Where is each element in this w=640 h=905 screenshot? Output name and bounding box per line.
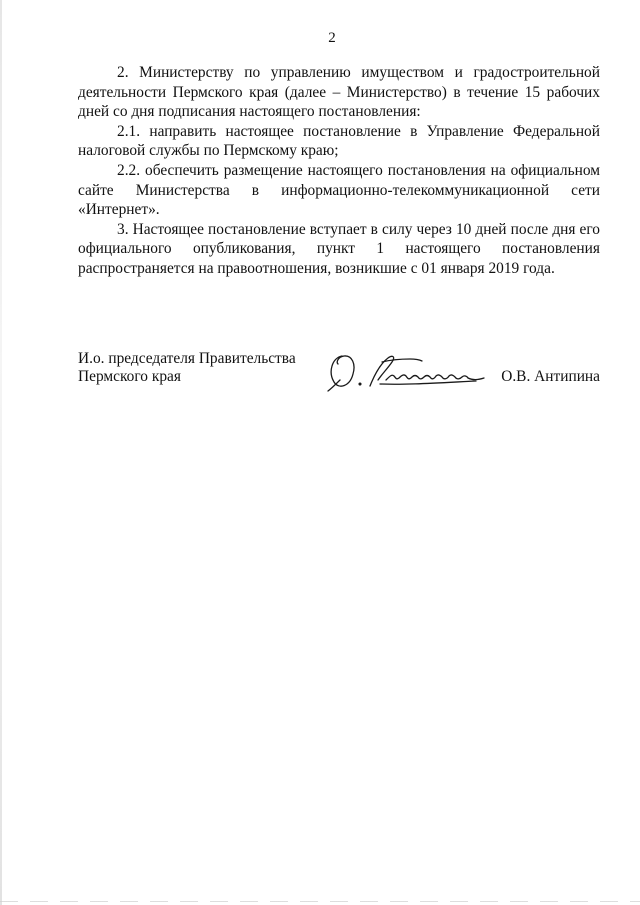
paragraph-item-2-1: 2.1. направить настоящее постановление в Управление Федеральной налоговой службы по Пермскому краю; bbox=[78, 122, 600, 160]
signer-name: О.В. Антипина bbox=[501, 368, 600, 385]
scan-edge bbox=[0, 0, 2, 905]
signer-title-line-1: И.о. председателя Правительства bbox=[78, 350, 296, 367]
scan-bottom-edge bbox=[0, 901, 640, 902]
paragraph-item-3: 3. Настоящее постановление вступает в силу через 10 дней после дня его официального опубликования, пункт 1 настоящего постановления распространяется на правоотношения, возникшие с 01 января 2019 года. bbox=[78, 220, 600, 277]
signer-title bbox=[78, 350, 338, 386]
handwritten-signature bbox=[326, 350, 516, 392]
paragraph-item-2: 2. Министерству по управлению имуществом и градостроительной деятельности Пермского края (далее – Министерство) в течение 15 рабочих дней со дня подписания настоящего постановления: bbox=[78, 64, 600, 121]
page-number: 2 bbox=[328, 30, 336, 46]
signature-block bbox=[78, 350, 600, 410]
signer-title-line-2: Пермского края bbox=[78, 368, 181, 385]
document-body bbox=[78, 63, 600, 279]
paragraph-item-2-2: 2.2. обеспечить размещение настоящего постановления на официальном сайте Министерства в информационно-телекоммуникационной сети «Интернет». bbox=[78, 161, 600, 219]
